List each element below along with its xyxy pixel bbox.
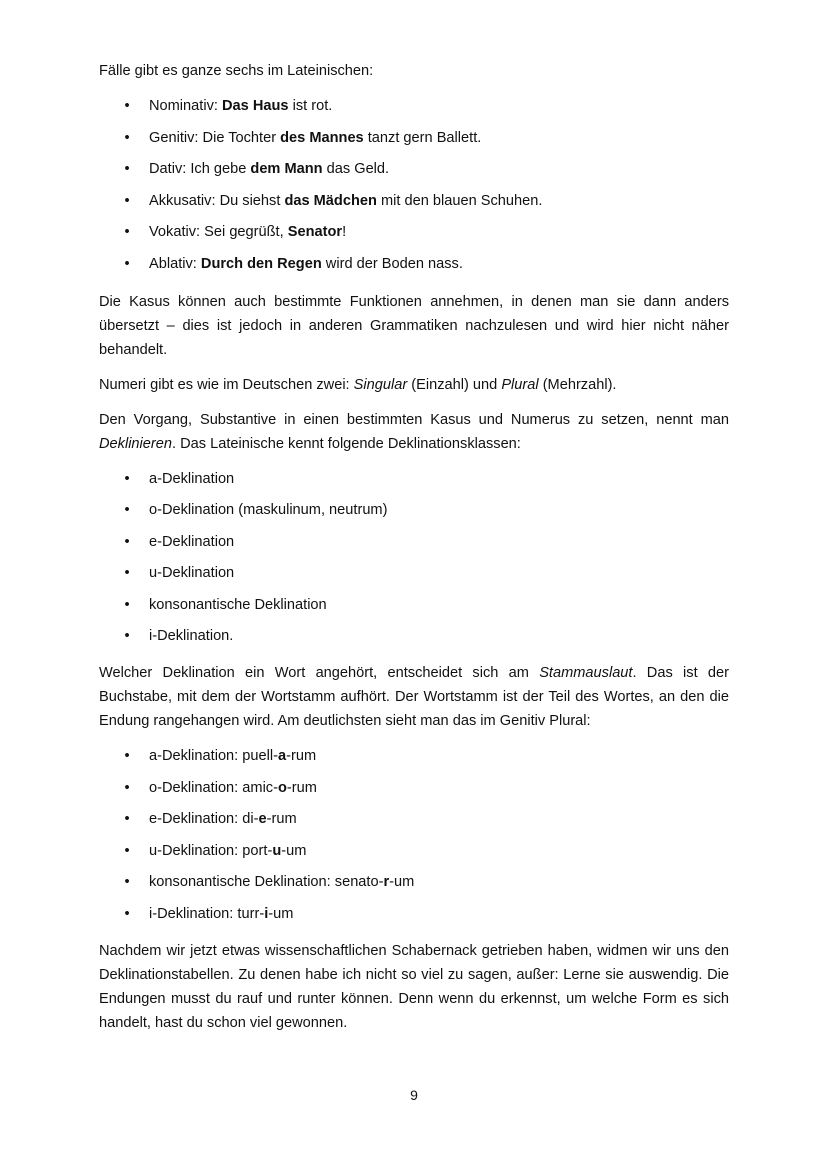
list-item: • a-Deklination — [99, 467, 729, 491]
kasus-paragraph: Die Kasus können auch bestimmte Funktionen annehmen, in denen man sie dann anders übersetzt – dies ist jedoch in anderen Grammatiken nachzulesen und wird hier nicht näher behandelt. — [99, 293, 729, 358]
vorgang-paragraph: Den Vorgang, Substantive in einen bestimmten Kasus und Numerus zu setzen, nennt man Deklinieren. Das Lateinische kennt folgende Deklinationsklassen: — [99, 411, 729, 452]
bullet-icon: • — [124, 533, 130, 550]
list-item: • i-Deklination: turr-i-um — [99, 902, 729, 926]
bullet-icon: • — [124, 224, 130, 240]
bullet-icon: • — [124, 811, 130, 827]
intro-paragraph: Fälle gibt es ganze sechs im Lateinischen: — [99, 63, 374, 79]
bullet-icon: • — [124, 842, 130, 859]
page-content — [99, 59, 729, 1035]
list-item: • u-Deklination: port-u-um — [99, 839, 729, 863]
bullet-icon: • — [124, 98, 130, 114]
list-item: • e-Deklination — [99, 530, 729, 554]
bullet-icon: • — [124, 874, 130, 890]
list-item: • u-Deklination — [99, 561, 729, 585]
list-item: • Genitiv: Die Tochter des Mannes tanzt gern Ballett. — [99, 126, 729, 150]
bullet-icon: • — [124, 596, 130, 613]
list-item: • Vokativ: Sei gegrüßt, Senator! — [99, 220, 729, 244]
list-item: • Ablativ: Durch den Regen wird der Boden nass. — [99, 252, 729, 276]
bullet-icon: • — [124, 502, 130, 518]
list-item: • konsonantische Deklination — [99, 593, 729, 617]
bullet-icon: • — [124, 255, 130, 272]
bullet-icon: • — [124, 779, 130, 796]
genitive-examples-list — [99, 744, 729, 926]
page-number: 9 — [410, 1087, 418, 1103]
list-item: • i-Deklination. — [99, 624, 729, 648]
list-item: • e-Deklination: di-e-rum — [99, 807, 729, 831]
list-item: • o-Deklination: amic-o-rum — [99, 776, 729, 800]
list-item: • Akkusativ: Du siehst das Mädchen mit den blauen Schuhen. — [99, 189, 729, 213]
bullet-icon: • — [124, 129, 130, 146]
list-item: • konsonantische Deklination: senato-r-um — [99, 870, 729, 894]
list-item: • o-Deklination (maskulinum, neutrum) — [99, 498, 729, 522]
bullet-icon: • — [124, 565, 130, 581]
bullet-icon: • — [124, 161, 130, 177]
bullet-icon: • — [124, 628, 130, 644]
welcher-paragraph: Welcher Deklination ein Wort angehört, entscheidet sich am Stammauslaut. Das ist der Buchstabe, mit dem der Wortstamm aufhört. Der Wortstamm ist der Teil des Wortes, an den die Endung rangehangen wird. Am deutlichsten sieht man das im Genitiv Plural: — [99, 665, 729, 729]
bullet-icon: • — [124, 748, 130, 764]
bullet-icon: • — [124, 470, 130, 487]
list-item: • Dativ: Ich gebe dem Mann das Geld. — [99, 157, 729, 181]
list-item: • a-Deklination: puell-a-rum — [99, 744, 729, 768]
closing-paragraph: Nachdem wir jetzt etwas wissenschaftlichen Schabernack getrieben haben, widmen wir uns den Deklinationstabellen. Zu denen habe ich nicht so viel zu sagen, außer: Lerne sie auswendig. Die Endungen musst du rauf und runter können. Denn wenn du erkennst, um welche Form es sich handelt, hast du schon viel gewonnen. — [99, 942, 729, 1031]
bullet-icon: • — [124, 192, 130, 209]
numeri-paragraph: Numeri gibt es wie im Deutschen zwei: Singular (Einzahl) und Plural (Mehrzahl). — [99, 376, 617, 393]
cases-list — [99, 94, 729, 276]
bullet-icon: • — [124, 905, 130, 922]
declension-list — [99, 467, 729, 649]
list-item: • Nominativ: Das Haus ist rot. — [99, 94, 729, 118]
